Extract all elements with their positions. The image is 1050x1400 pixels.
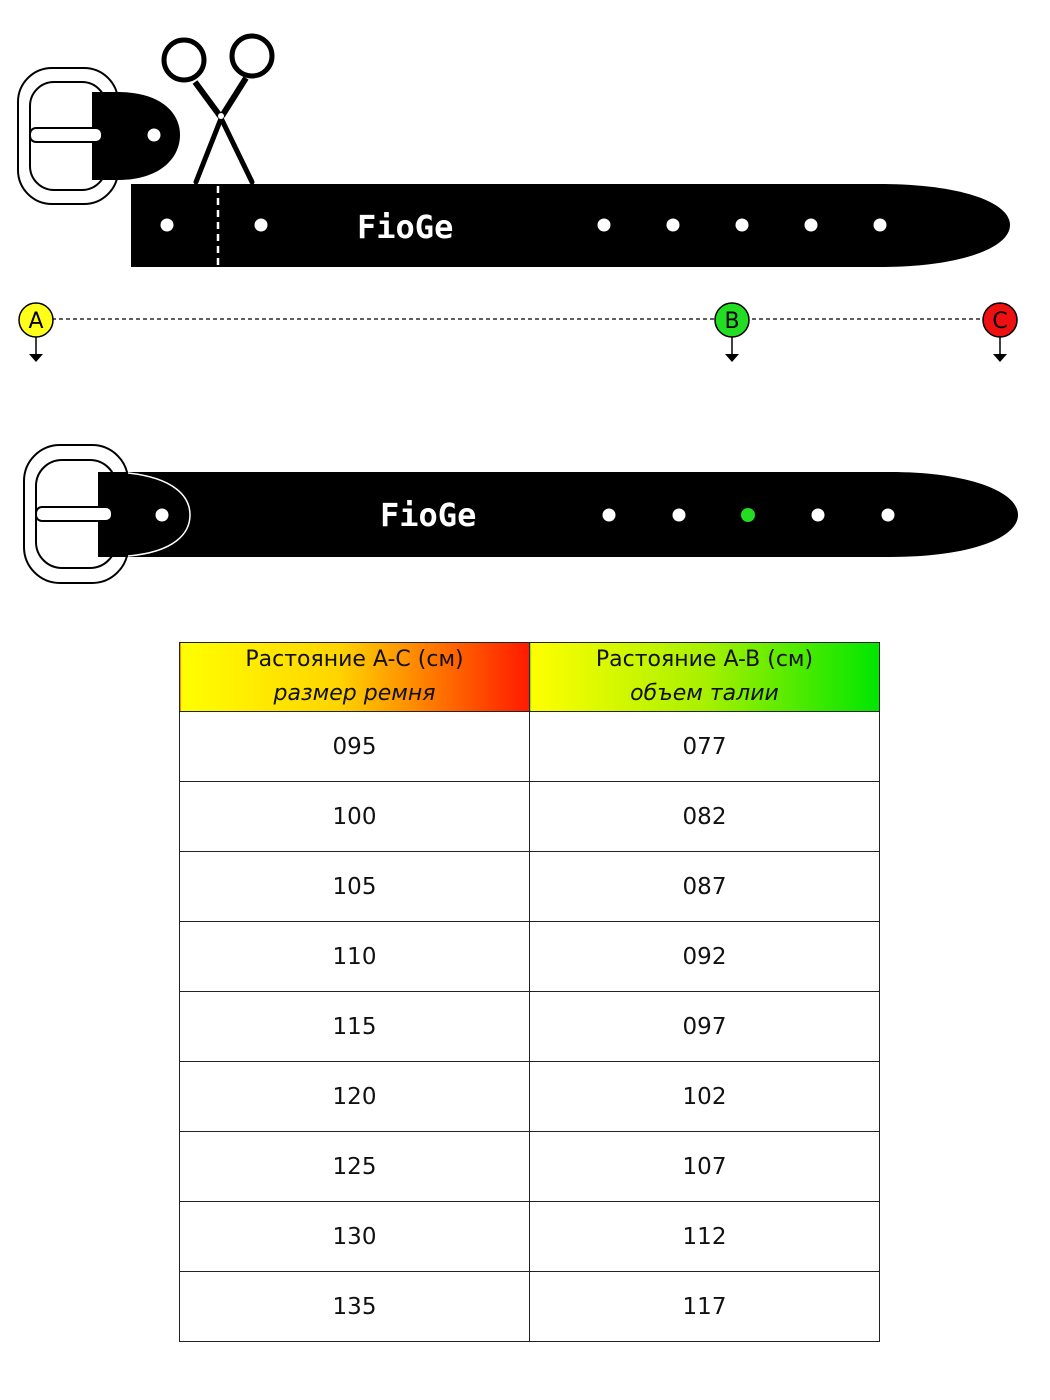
waist-size-cell: 082 [530, 782, 880, 852]
belt-hole-icon [736, 219, 749, 232]
table-row [180, 992, 880, 1062]
scissors-icon [164, 36, 272, 182]
marker-c [983, 303, 1017, 362]
waist-size-cell: 107 [530, 1132, 880, 1202]
header-waist-size-title: Растояние A-B (см) [595, 647, 814, 672]
belt-size-cell: 125 [180, 1132, 530, 1202]
header-belt-size-title: Растояние A-C (см) [245, 647, 464, 672]
belt-size-cell: 135 [180, 1272, 530, 1342]
belt-hole-icon [148, 129, 161, 142]
buckle-tab [92, 92, 180, 180]
belt-size-cell: 120 [180, 1062, 530, 1132]
belt-hole-icon [882, 509, 895, 522]
waist-size-cell: 092 [530, 922, 880, 992]
waist-size-cell: 077 [530, 712, 880, 782]
waist-size-cell: 112 [530, 1202, 880, 1272]
belt-hole-icon [598, 219, 611, 232]
belt-hole-highlighted [741, 508, 755, 522]
belt-hole-icon [603, 509, 616, 522]
belt-hole-icon [673, 509, 686, 522]
belt-size-cell: 095 [180, 712, 530, 782]
belt-hole-icon [874, 219, 887, 232]
brand-logo-top: FioGe [357, 208, 454, 246]
belt-hole-icon [805, 219, 818, 232]
svg-text:A: A [28, 309, 44, 334]
svg-text:B: B [724, 309, 740, 334]
svg-text:C: C [992, 309, 1008, 334]
waist-size-cell: 117 [530, 1272, 880, 1342]
brand-logo-bottom: FioGe [380, 496, 477, 534]
header-waist-size-subtitle: объем талии [630, 681, 779, 706]
belt-size-cell: 110 [180, 922, 530, 992]
table-row [180, 1132, 880, 1202]
belt-size-diagram [0, 0, 1050, 610]
size-table [179, 642, 880, 1342]
table-row [180, 852, 880, 922]
belt-hole-icon [255, 219, 268, 232]
belt-hole-icon [667, 219, 680, 232]
belt-size-cell: 105 [180, 852, 530, 922]
waist-size-cell: 087 [530, 852, 880, 922]
table-row [180, 712, 880, 782]
table-row [180, 1202, 880, 1272]
waist-size-cell: 102 [530, 1062, 880, 1132]
table-row [180, 1272, 880, 1342]
belt-size-cell: 115 [180, 992, 530, 1062]
belt-size-cell: 130 [180, 1202, 530, 1272]
header-waist-size [530, 643, 880, 712]
arrow-down-icon [29, 354, 43, 362]
arrow-down-icon [725, 354, 739, 362]
arrow-down-icon [993, 354, 1007, 362]
table-row [180, 782, 880, 852]
marker-b [715, 303, 749, 362]
belt-strap-bottom [98, 472, 1018, 557]
table-row [180, 922, 880, 992]
buckle-pin [36, 507, 112, 521]
table-row [180, 1062, 880, 1132]
header-belt-size-subtitle: размер ремня [273, 681, 436, 706]
buckle-pin [30, 128, 102, 142]
waist-size-cell: 097 [530, 992, 880, 1062]
table-header-row [180, 643, 880, 712]
marker-a [19, 303, 53, 362]
belt-hole-icon [156, 509, 169, 522]
header-belt-size [180, 643, 530, 712]
belt-hole-icon [161, 219, 174, 232]
belt-hole-icon [812, 509, 825, 522]
belt-size-cell: 100 [180, 782, 530, 852]
